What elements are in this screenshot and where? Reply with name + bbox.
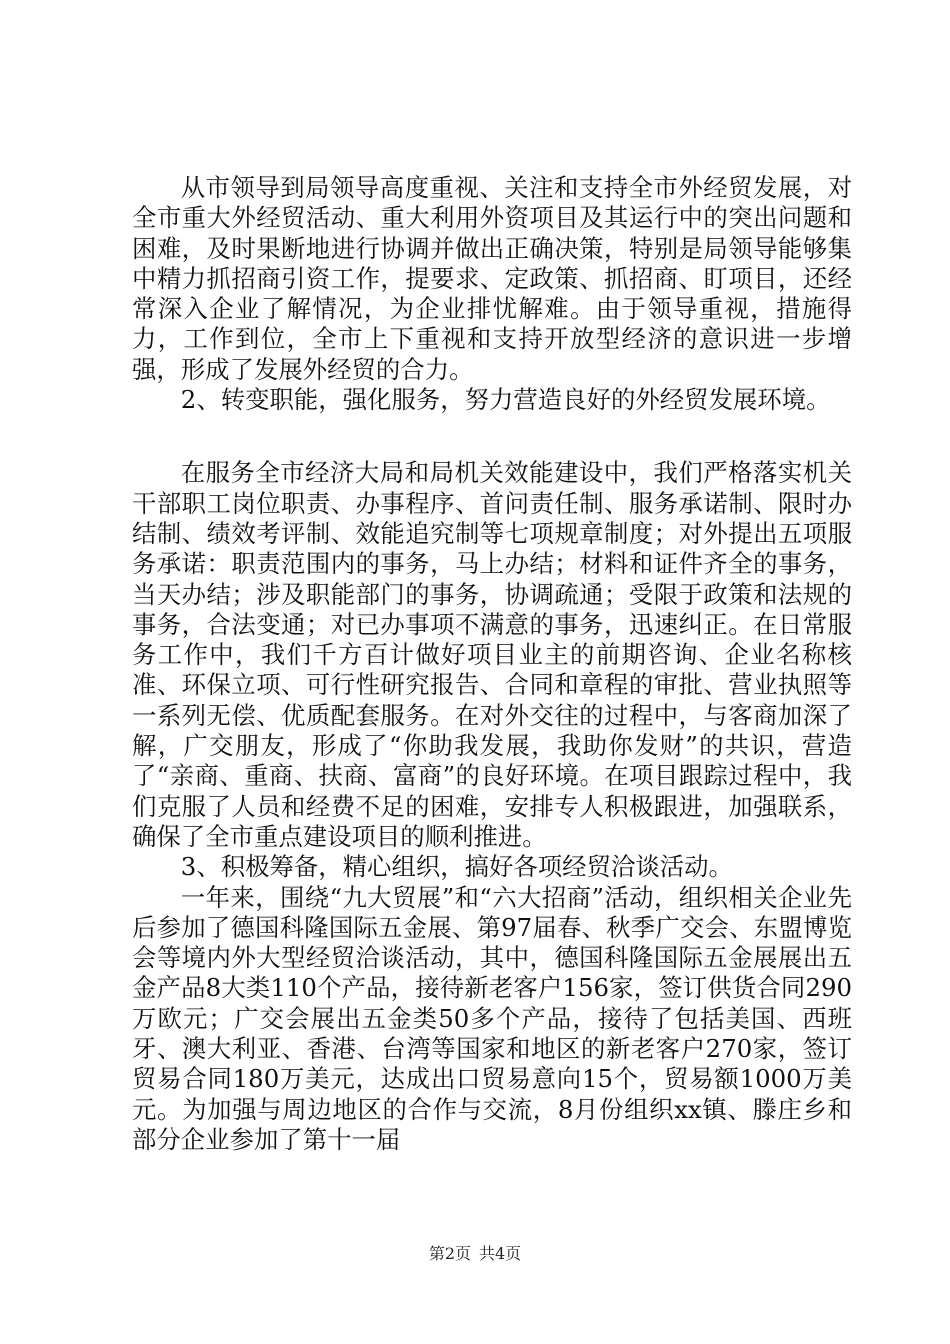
paragraph-trade-events: 一年来，围绕“九大贸展”和“六大招商”活动，组织相关企业先后参加了德国科隆国际五金展、第97届春、秋季广交会、东盟博览会等境内外大型经贸洽谈活动，其中，德国科隆国际五金展展出五金产品8大类110个产品，接待新老客户156家，签订供货合同290万欧元；广交会展出五金类50多个产品，接待了包括美国、西班牙、澳大利亚、香港、台湾等国家和地区的新老客户270家，签订贸易合同180万美元，达成出口贸易意向15个，贸易额1000万美元。为加强与周边地区的合作与交流，8月份组织xx镇、滕庄乡和部分企业参加了第十一届 bbox=[132, 882, 852, 1154]
page-number: 第2页 bbox=[428, 1244, 471, 1263]
document-body bbox=[132, 173, 852, 1155]
page-footer bbox=[0, 1244, 950, 1264]
heading-item-3: 3、积极筹备，精心组织，搞好各项经贸洽谈活动。 bbox=[180, 852, 733, 882]
paragraph-service: 在服务全市经济大局和局机关效能建设中，我们严格落实机关干部职工岗位职责、办事程序、首问责任制、服务承诺制、限时办结制、绩效考评制、效能追究制等七项规章制度；对外提出五项服务承诺：职责范围内的事务，马上办结；材料和证件齐全的事务，当天办结；涉及职能部门的事务，协调疏通；受限于政策和法规的事务，合法变通；对已办事项不满意的事务，迅速纠正。在日常服务工作中，我们千方百计做好项目业主的前期咨询、企业名称核准、环保立项、可行性研究报告、合同和章程的审批、营业执照等一系列无偿、优质配套服务。在对外交往的过程中，与客商加深了解，广交朋友，形成了“你助我发展，我助你发财”的共识，营造了“亲商、重商、扶商、富商”的良好环境。在项目跟踪过程中，我们克服了人员和经费不足的困难，安排专人积极跟进，加强联系，确保了全市重点建设项目的顺利推进。 bbox=[132, 458, 852, 851]
heading-item-2: 2、转变职能，强化服务，努力营造良好的外经贸发展环境。 bbox=[180, 385, 831, 415]
page-total: 共4页 bbox=[479, 1244, 522, 1263]
paragraph-leadership: 从市领导到局领导高度重视、关注和支持全市外经贸发展，对全市重大外经贸活动、重大利用外资项目及其运行中的突出问题和困难，及时果断地进行协调并做出正确决策，特别是局领导能够集中精力抓招商引资工作，提要求、定政策、抓招商、盯项目，还经常深入企业了解情况，为企业排忧解难。由于领导重视，措施得力，工作到位，全市上下重视和支持开放型经济的意识进一步增强，形成了发展外经贸的合力。 bbox=[132, 173, 852, 384]
paragraph-gap bbox=[132, 415, 852, 458]
